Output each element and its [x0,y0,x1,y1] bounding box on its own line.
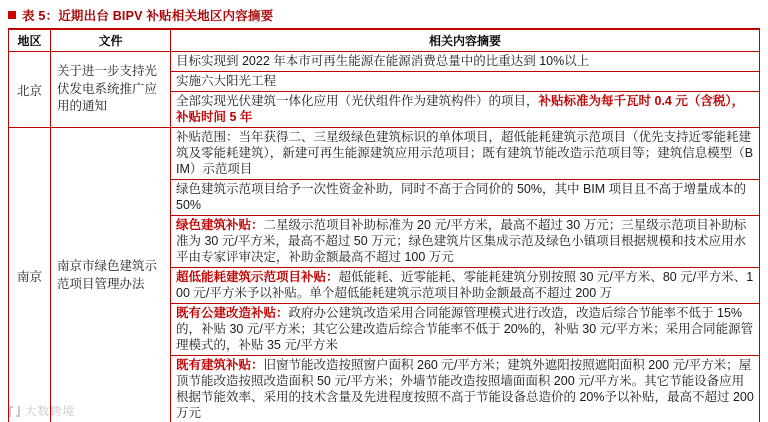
content-cell [171,268,760,304]
highlighted-text: 超低能耗建筑示范项目补贴： [176,270,339,284]
table-header-row [9,29,760,52]
table-title [8,6,760,24]
content-cell [171,180,760,216]
bipv-subsidy-table [8,28,760,422]
header-summary: 相关内容摘要 [171,29,760,52]
body-text: 超低能耗、近零能耗、零能耗建筑分别按照 30 元/平方米、80 元/平方米、100 元/平方米予以补贴。单个超低能耗建筑示范项目补助金额最高不超过 200 万 [176,270,754,300]
watermark [8,403,75,419]
content-cell [171,304,760,356]
region-cell: 北京 [9,52,51,128]
content-cell [171,52,760,72]
document-cell: 南京市绿色建筑示范项目管理办法 [51,128,171,422]
watermark-text: 大数跨境 [25,406,75,418]
region-cell: 南京 [9,128,51,422]
content-cell [171,356,760,422]
highlighted-text: 既有建筑补贴： [176,358,264,372]
content-cell [171,216,760,268]
body-text: 实施六大阳光工程 [176,74,277,88]
header-region: 地区 [9,29,51,52]
watermark-logo-icon [8,405,21,418]
body-text: 绿色建筑示范项目给予一次性资金补助，同时不高于合同价的 50%，其中 BIM 项目且不高于增量成本的 50% [176,182,747,212]
content-cell [171,128,760,180]
highlighted-text: 补贴标准为每千瓦时 0.4 元（含税），补贴时间 5 年 [176,94,745,124]
title-bullet-icon [8,11,16,19]
table-row [9,52,760,72]
highlighted-text: 既有公建改造补贴： [176,306,289,320]
content-cell [171,72,760,92]
body-text: 全部实现光伏建筑一体化应用（光伏组件作为建筑构件）的项目， [176,94,539,108]
content-cell [171,92,760,128]
body-text: 旧窗节能改造按照窗户面积 260 元/平方米；建筑外遮阳按照遮阳面积 200 元/平方米；屋顶节能改造按照改造面积 50 元/平方米；外墙节能改造按照墙面面积 200 元/平方米。其它节能设备应用根据节能效率、采用的技术含量及先进程度按照不高于节能设备总造价的 20%予以补贴，最高不超过 200 万元 [176,358,754,420]
table-title-text: 表 5：近期出台 BIPV 补贴相关地区内容摘要 [22,9,274,23]
body-text: 二星级示范项目补助标准为 20 元/平方米，最高不超过 30 万元；三星级示范项目补助标准为 30 元/平方米，最高不超过 50 万元；绿色建筑片区集成示范及绿色小镇项目根据规模和技术应用水平由专家评审决定，补助金额最高不超过 100 万元 [176,218,747,264]
body-text: 补贴范围：当年获得二、三星级绿色建筑标识的单体项目，超低能耗建筑示范项目（优先支持近零能耗建筑及零能耗建筑），新建可再生能源建筑应用示范项目；既有建筑节能改造示范项目等；建筑信息模型（BIM）示范项目 [176,130,754,176]
highlighted-text: 绿色建筑补贴： [176,218,264,232]
table-row [9,128,760,180]
body-text: 目标实现到 2022 年本市可再生能源在能源消费总量中的比重达到 10%以上 [176,54,590,68]
table-body [9,52,760,422]
header-document: 文件 [51,29,171,52]
document-cell: 关于进一步支持光伏发电系统推广应用的通知 [51,52,171,128]
body-text: 政府办公建筑改造采用合同能源管理模式进行改造，改造后综合节能率不低于 15%的，补贴 30 元/平方米；其它公建改造后综合节能率不低于 20%的，补贴 30 元/平方米；采用合同能源管理模式的，补贴 35 元/平方米 [176,306,754,352]
